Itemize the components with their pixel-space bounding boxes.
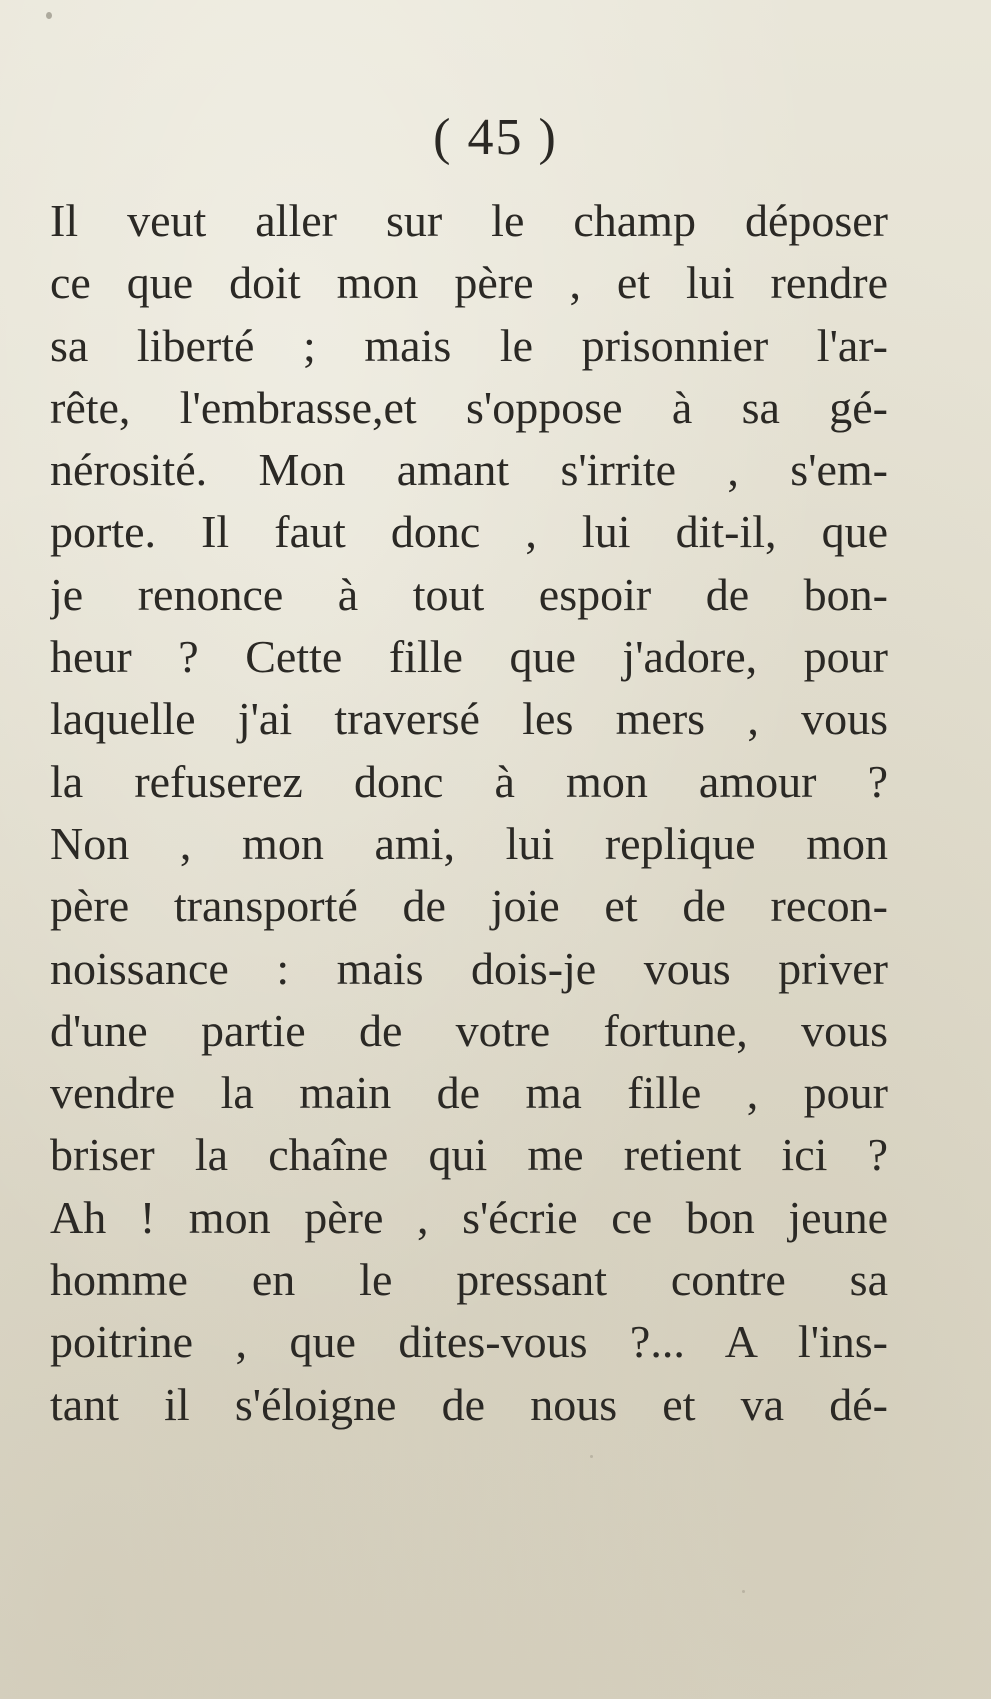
text-line: la refuserez donc à mon amour ? bbox=[50, 755, 888, 807]
text-line: nérosité. Mon amant s'irrite , s'em- bbox=[50, 444, 888, 496]
body-text bbox=[50, 190, 888, 1436]
text-line: rête, l'embrasse,et s'oppose à sa gé- bbox=[50, 381, 888, 433]
text-line: Il veut aller sur le champ déposer bbox=[50, 195, 888, 246]
ink-speck bbox=[742, 1590, 745, 1593]
text-line: tant il s'éloigne de nous et va dé- bbox=[50, 1378, 888, 1430]
text-line: vendre la main de ma fille , pour bbox=[50, 1067, 888, 1119]
text-line: sa liberté ; mais le prisonnier l'ar- bbox=[50, 319, 888, 371]
text-line: Ah ! mon père , s'écrie ce bon jeune bbox=[50, 1191, 888, 1243]
text-line: d'une partie de votre fortune, vous bbox=[50, 1004, 888, 1056]
text-line: Non , mon ami, lui replique mon bbox=[50, 817, 888, 869]
ink-speck bbox=[590, 1455, 593, 1458]
text-line: père transporté de joie et de recon- bbox=[50, 880, 888, 932]
text-line: je renonce à tout espoir de bon- bbox=[50, 568, 888, 620]
text-line: laquelle j'ai traversé les mers , vous bbox=[50, 693, 888, 745]
page-number: ( 45 ) bbox=[433, 109, 558, 166]
text-line: ce que doit mon père , et lui rendre bbox=[50, 257, 888, 309]
text-line: heur ? Cette fille que j'adore, pour bbox=[50, 631, 888, 683]
ink-speck bbox=[46, 12, 52, 19]
text-line: briser la chaîne qui me retient ici ? bbox=[50, 1129, 888, 1181]
text-line: poitrine , que dites-vous ?... A l'ins- bbox=[50, 1316, 888, 1368]
text-line: noissance : mais dois-je vous priver bbox=[50, 942, 888, 994]
text-line: porte. Il faut donc , lui dit-il, que bbox=[50, 506, 888, 558]
text-line: homme en le pressant contre sa bbox=[50, 1254, 888, 1306]
